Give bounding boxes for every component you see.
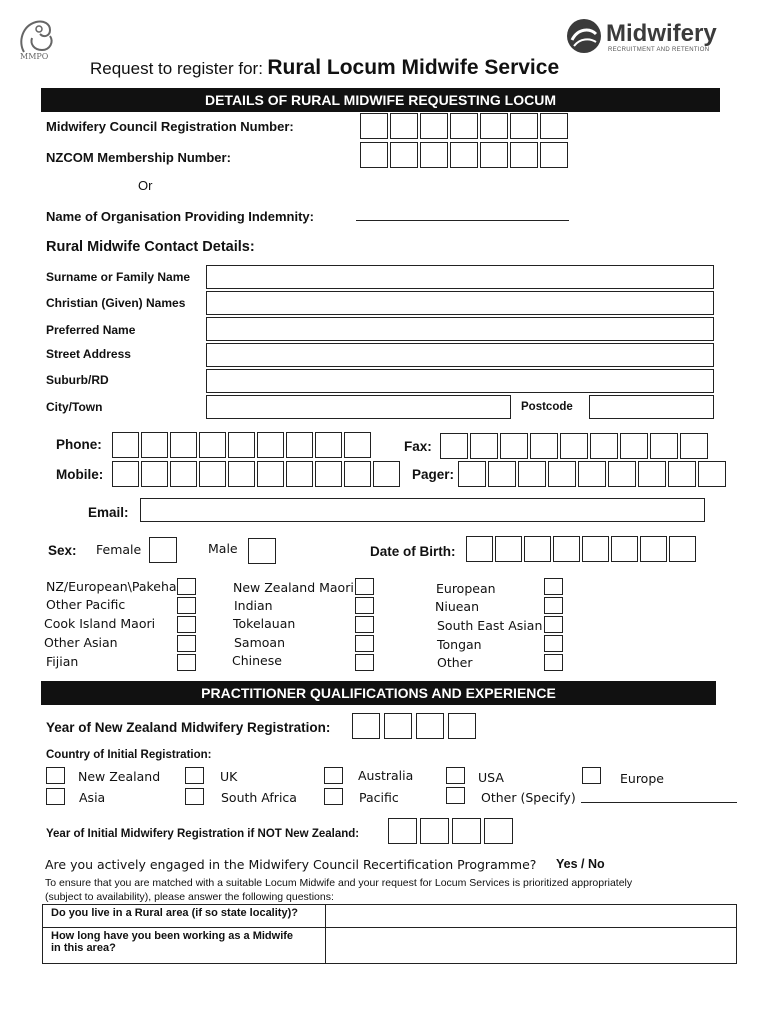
digit-cell[interactable] (590, 433, 618, 459)
question-rural: Do you live in a Rural area (if so state locality)? (51, 907, 298, 919)
section-qualifications-header: PRACTITIONER QUALIFICATIONS AND EXPERIENCE (41, 681, 716, 705)
digit-cell[interactable] (199, 432, 226, 458)
surname-input[interactable] (206, 265, 714, 289)
digit-cell[interactable] (360, 113, 388, 139)
digit-cell[interactable] (611, 536, 638, 562)
country-checkbox[interactable] (324, 767, 343, 784)
given-names-label: Christian (Given) Names (46, 296, 186, 310)
digit-cell[interactable] (548, 461, 576, 487)
email-input[interactable] (140, 498, 705, 522)
digit-cell[interactable] (698, 461, 726, 487)
digit-cell[interactable] (388, 818, 417, 844)
ethnicity-option-label: Niuean (435, 599, 480, 614)
digit-cell[interactable] (390, 113, 418, 139)
midwifery-logo-subtitle: RECRUITMENT AND RETENTION (608, 47, 710, 53)
ethnicity-checkbox[interactable] (544, 635, 563, 652)
nz-registration-year-label: Year of New Zealand Midwifery Registration: (46, 720, 331, 735)
digit-cell[interactable] (141, 432, 168, 458)
ethnicity-checkbox[interactable] (177, 635, 196, 652)
ethnicity-option-label: Chinese (232, 653, 282, 668)
ethnicity-option-label: South East Asian (437, 618, 543, 633)
female-label: Female (96, 542, 142, 557)
question-duration-cell (43, 928, 326, 964)
digit-cell[interactable] (650, 433, 678, 459)
street-address-input[interactable] (206, 343, 714, 367)
fax-label: Fax: (404, 439, 432, 454)
digit-cell[interactable] (668, 461, 696, 487)
ethnicity-option-label: Samoan (234, 635, 286, 650)
digit-cell[interactable] (199, 461, 226, 487)
digit-cell[interactable] (518, 461, 546, 487)
answer-duration-cell[interactable] (326, 928, 737, 964)
digit-cell[interactable] (640, 536, 667, 562)
request-service: Rural Locum Midwife Service (267, 56, 560, 79)
digit-cell[interactable] (510, 142, 538, 168)
indemnity-input-line[interactable] (356, 220, 569, 221)
city-label: City/Town (46, 400, 103, 414)
digit-cell[interactable] (450, 113, 478, 139)
country-option-label: Asia (79, 790, 106, 805)
registration-number-cells[interactable] (360, 113, 570, 139)
digit-cell[interactable] (170, 461, 197, 487)
yes-no-option[interactable]: Yes / No (556, 857, 605, 871)
ethnicity-option-label: Tongan (437, 637, 482, 652)
digit-cell[interactable] (480, 142, 508, 168)
digit-cell[interactable] (452, 818, 481, 844)
recertification-question: Are you actively engaged in the Midwifery Council Recertification Programme? (45, 857, 537, 872)
street-address-label: Street Address (46, 347, 131, 361)
female-checkbox[interactable] (149, 537, 177, 563)
digit-cell[interactable] (170, 432, 197, 458)
nzcom-number-cells[interactable] (360, 142, 570, 168)
digit-cell[interactable] (228, 461, 255, 487)
digit-cell[interactable] (560, 433, 588, 459)
ethnicity-option-label: European (436, 581, 496, 596)
dob-cells[interactable] (466, 536, 698, 562)
digit-cell[interactable] (620, 433, 648, 459)
indemnity-label: Name of Organisation Providing Indemnity: (46, 209, 314, 224)
digit-cell[interactable] (286, 461, 313, 487)
ethnicity-option-label: Other (437, 655, 473, 670)
digit-cell[interactable] (530, 433, 558, 459)
digit-cell[interactable] (582, 536, 609, 562)
digit-cell[interactable] (416, 713, 444, 739)
digit-cell[interactable] (112, 432, 139, 458)
nz-registration-year-cells[interactable] (352, 713, 480, 739)
digit-cell[interactable] (524, 536, 551, 562)
digit-cell[interactable] (458, 461, 486, 487)
digit-cell[interactable] (608, 461, 636, 487)
pager-label: Pager: (412, 467, 455, 482)
instructions-line-1: To ensure that you are matched with a suitable Locum Midwife and your request for Locum Services is prioritized appropriately (45, 877, 633, 889)
digit-cell[interactable] (344, 461, 371, 487)
digit-cell[interactable] (680, 433, 708, 459)
country-option-label: South Africa (221, 790, 297, 805)
ethnicity-option-label: Indian (234, 598, 273, 613)
country-checkbox[interactable] (46, 788, 65, 805)
ethnicity-checkbox[interactable] (177, 616, 196, 633)
digit-cell[interactable] (257, 461, 284, 487)
phone-cells[interactable] (112, 432, 373, 458)
digit-cell[interactable] (553, 536, 580, 562)
suburb-input[interactable] (206, 369, 714, 393)
ethnicity-checkbox[interactable] (355, 654, 374, 671)
digit-cell[interactable] (360, 142, 388, 168)
or-text: Or (138, 178, 153, 193)
digit-cell[interactable] (470, 433, 498, 459)
digit-cell[interactable] (669, 536, 696, 562)
section-details-header: DETAILS OF RURAL MIDWIFE REQUESTING LOCUM (41, 88, 720, 112)
country-option-label: Australia (358, 768, 414, 783)
digit-cell[interactable] (286, 432, 313, 458)
male-checkbox[interactable] (248, 538, 276, 564)
ethnicity-checkbox[interactable] (544, 616, 563, 633)
digit-cell[interactable] (141, 461, 168, 487)
contact-heading: Rural Midwife Contact Details: (46, 239, 255, 255)
fax-cells[interactable] (440, 433, 710, 459)
midwifery-logo-title: Midwifery (606, 20, 717, 47)
digit-cell[interactable] (540, 142, 568, 168)
digit-cell[interactable] (384, 713, 412, 739)
digit-cell[interactable] (373, 461, 400, 487)
other-country-input-line[interactable] (581, 802, 737, 803)
mobile-cells[interactable] (112, 461, 402, 487)
digit-cell[interactable] (390, 142, 418, 168)
ethnicity-option-label: Other Asian (44, 635, 118, 650)
ethnicity-checkbox[interactable] (177, 578, 196, 595)
country-option-label: USA (478, 770, 504, 785)
request-prefix: Request to register for: (90, 59, 263, 78)
dob-label: Date of Birth: (370, 544, 456, 559)
midwifery-swirl-icon (566, 18, 602, 54)
digit-cell[interactable] (228, 432, 255, 458)
mmpo-logo-text: MMPO (20, 52, 49, 61)
digit-cell[interactable] (420, 818, 449, 844)
digit-cell[interactable] (420, 113, 448, 139)
phone-label: Phone: (56, 437, 102, 452)
ethnicity-option-label: New Zealand Maori (233, 580, 354, 595)
nzcom-label: NZCOM Membership Number: (46, 150, 231, 165)
given-names-input[interactable] (206, 291, 714, 315)
ethnicity-checkbox[interactable] (355, 635, 374, 652)
pager-cells[interactable] (458, 461, 728, 487)
country-checkbox[interactable] (46, 767, 65, 784)
digit-cell[interactable] (500, 433, 528, 459)
digit-cell[interactable] (112, 461, 139, 487)
question-duration-line-1: How long have you been working as a Midwife (51, 930, 294, 942)
postcode-label: Postcode (521, 401, 573, 413)
answer-rural-cell[interactable] (326, 905, 737, 928)
question-duration-line-2: in this area? (51, 942, 116, 954)
ethnicity-checkbox[interactable] (544, 654, 563, 671)
registration-label: Midwifery Council Registration Number: (46, 119, 294, 134)
digit-cell[interactable] (540, 113, 568, 139)
digit-cell[interactable] (450, 142, 478, 168)
digit-cell[interactable] (484, 818, 513, 844)
digit-cell[interactable] (466, 536, 493, 562)
digit-cell[interactable] (315, 432, 342, 458)
digit-cell[interactable] (638, 461, 666, 487)
digit-cell[interactable] (495, 536, 522, 562)
ethnicity-checkbox[interactable] (355, 578, 374, 595)
country-option-label: Pacific (359, 790, 399, 805)
country-option-label: New Zealand (78, 769, 161, 784)
initial-year-cells[interactable] (388, 818, 516, 844)
city-input[interactable] (206, 395, 714, 419)
digit-cell[interactable] (352, 713, 380, 739)
country-checkbox[interactable] (582, 767, 601, 784)
instructions-line-2: (subject to availability), please answer the following questions: (45, 891, 334, 903)
digit-cell[interactable] (480, 113, 508, 139)
page-title (90, 56, 559, 80)
ethnicity-checkbox[interactable] (544, 578, 563, 595)
country-checkbox[interactable] (446, 787, 465, 804)
email-label: Email: (88, 505, 129, 520)
ethnicity-option-label: Cook Island Maori (44, 616, 156, 631)
ethnicity-checkbox[interactable] (177, 597, 196, 614)
country-option-label: UK (220, 769, 238, 784)
ethnicity-option-label: Fijian (46, 654, 79, 669)
ethnicity-checkbox[interactable] (355, 616, 374, 633)
country-checkbox[interactable] (185, 767, 204, 784)
mmpo-logo (14, 14, 64, 64)
table-row (43, 905, 737, 928)
country-option-label: Other (Specify) (481, 790, 576, 805)
sex-label: Sex: (48, 543, 77, 558)
preferred-name-input[interactable] (206, 317, 714, 341)
surname-label: Surname or Family Name (46, 270, 191, 284)
country-label: Country of Initial Registration: (46, 749, 212, 761)
digit-cell[interactable] (257, 432, 284, 458)
questions-table (42, 904, 737, 964)
country-option-label: Europe (620, 771, 664, 786)
midwifery-logo (566, 18, 726, 58)
question-rural-cell (43, 905, 326, 928)
digit-cell[interactable] (488, 461, 516, 487)
digit-cell[interactable] (510, 113, 538, 139)
table-row (43, 928, 737, 964)
digit-cell[interactable] (420, 142, 448, 168)
male-label: Male (208, 541, 238, 556)
country-checkbox[interactable] (446, 767, 465, 784)
ethnicity-checkbox[interactable] (355, 597, 374, 614)
suburb-label: Suburb/RD (46, 373, 109, 387)
ethnicity-option-label: NZ/European\Pakeha (46, 579, 177, 594)
country-checkbox[interactable] (324, 788, 343, 805)
digit-cell[interactable] (578, 461, 606, 487)
preferred-name-label: Preferred Name (46, 323, 136, 337)
digit-cell[interactable] (440, 433, 468, 459)
ethnicity-option-label: Other Pacific (46, 597, 126, 612)
mobile-label: Mobile: (56, 467, 104, 482)
initial-year-label: Year of Initial Midwifery Registration if NOT New Zealand: (46, 828, 360, 840)
country-checkbox[interactable] (185, 788, 204, 805)
digit-cell[interactable] (344, 432, 371, 458)
digit-cell[interactable] (448, 713, 476, 739)
ethnicity-option-label: Tokelauan (233, 616, 296, 631)
digit-cell[interactable] (315, 461, 342, 487)
ethnicity-checkbox[interactable] (177, 654, 196, 671)
ethnicity-checkbox[interactable] (544, 597, 563, 614)
